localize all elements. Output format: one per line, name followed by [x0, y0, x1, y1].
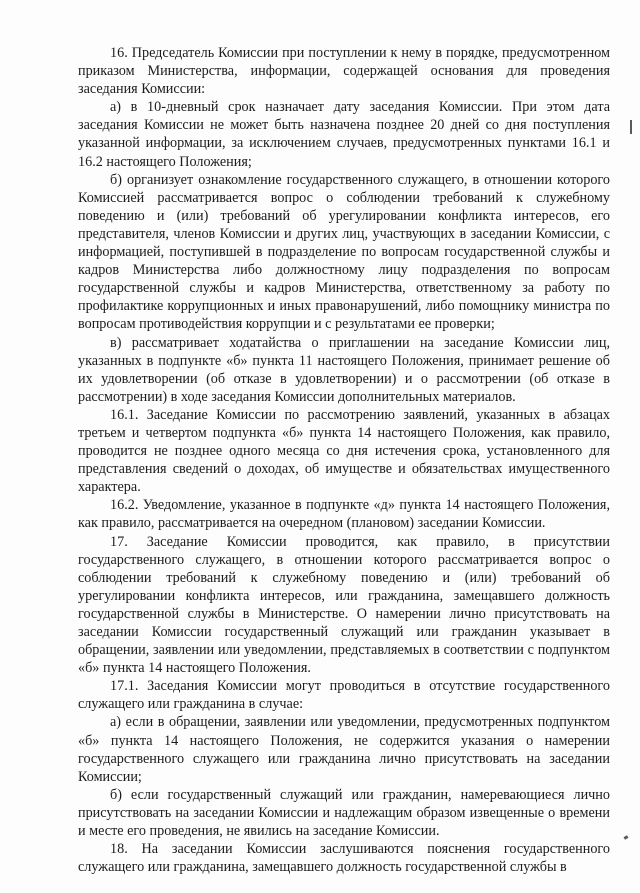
scan-mark [624, 835, 629, 840]
paragraph-18: 18. На заседании Комиссии заслушиваются пояснения государственного служащего или гражданина, замещавшего должность государственной службы в [78, 841, 610, 876]
paragraph-16-v: в) рассматривает ходатайства о приглашении на заседание Комиссии лиц, указанных в подпункте «б» пункта 11 настоящего Положения, принимает решение об их удовлетворении (об отказе в удовлетворении) и о рассмотрении (об отказе в рассмотрении) в ходе заседания Комиссии дополнительных материалов. [78, 334, 610, 405]
document-body [78, 44, 610, 876]
paragraph-16-1: 16.1. Заседание Комиссии по рассмотрению заявлений, указанных в абзацах третьем и четвертом подпункта «б» пункта 14 настоящего Положения, как правило, проводится не позднее одного месяца со дня истечения срока, установленного для представления сведений о доходах, об имуществе и обязательствах имущественного характера. [78, 406, 610, 496]
paragraph-16-b: б) организует ознакомление государственного служащего, в отношении которого Комиссией рассматривается вопрос о соблюдении требований к служебному поведению и (или) требований об урегулировании конфликта интересов, его представителя, членов Комиссии и других лиц, участвующих в заседании Комиссии, с информацией, поступившей в подразделение по вопросам государственной службы и кадров Министерства либо должностному лицу подразделения по вопросам государственной службы и кадров Министерства, ответственному за работу по профилактике коррупционных и иных правонарушений, либо помощнику министра по вопросам противодействия коррупции и с результатами ее проверки; [78, 171, 610, 333]
paragraph-17-1-a: а) если в обращении, заявлении или уведомлении, предусмотренных подпунктом «б» пункта 14 настоящего Положения, не содержится указания о намерении государственного служащего или гражданина лично присутствовать на заседании Комиссии; [78, 714, 610, 785]
paragraph-17-1-b: б) если государственный служащий или гражданин, намеревающиеся лично присутствовать на заседании Комиссии и надлежащим образом извещенные о времени и месте его проведения, не явились на заседание Комиссии. [78, 786, 610, 840]
paragraph-17: 17. Заседание Комиссии проводится, как правило, в присутствии государственного служащего, в отношении которого рассматривается вопрос о соблюдении требований к служебному поведению и (или) требований об урегулировании конфликта интересов, или гражданина, замещавшего должность государственной службы в Министерстве. О намерении лично присутствовать на заседании Комиссии государственный служащий или гражданин указывает в обращении, заявлении или уведомлении, представляемых в соответствии с подпунктом «б» пункта 14 настоящего Положения. [78, 533, 610, 677]
paragraph-16: 16. Председатель Комиссии при поступлении к нему в порядке, предусмотренном приказом Министерства, информации, содержащей основания для проведения заседания Комиссии: [78, 45, 610, 98]
paragraph-16-a: а) в 10-дневный срок назначает дату заседания Комиссии. При этом дата заседания Комиссии не может быть назначена позднее 20 дней со дня поступления указанной информации, за исключением случаев, предусмотренных пунктами 16.1 и 16.2 настоящего Положения; [78, 99, 610, 170]
paragraph-16-2: 16.2. Уведомление, указанное в подпункте «д» пункта 14 настоящего Положения, как правило, рассматривается на очередном (плановом) заседании Комиссии. [78, 497, 610, 532]
scan-mark [630, 120, 632, 134]
paragraph-17-1: 17.1. Заседания Комиссии могут проводиться в отсутствие государственного служащего или гражданина в случае: [78, 678, 610, 713]
